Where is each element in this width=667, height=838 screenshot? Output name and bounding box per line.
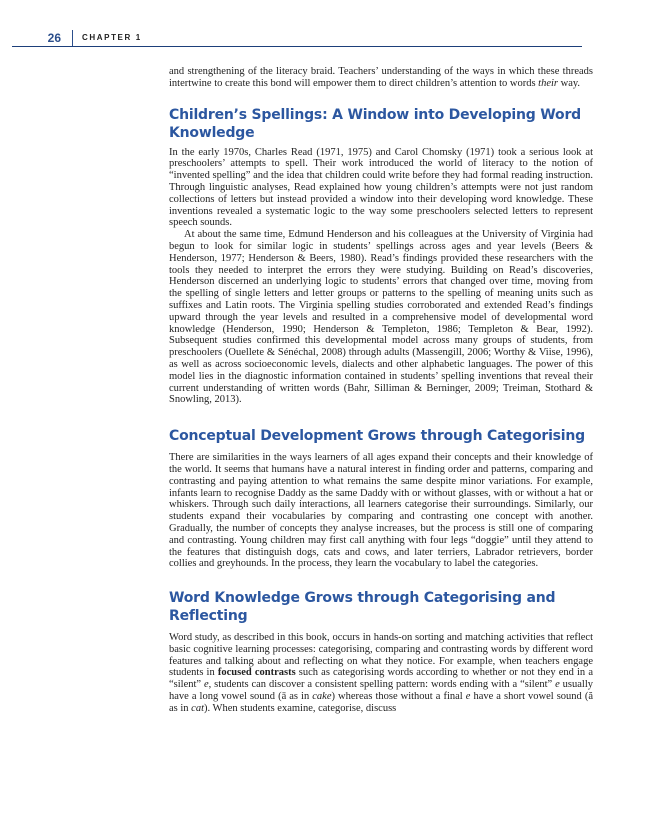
s3-text-f: have a short vowel sound (ă as in xyxy=(169,691,593,714)
intro-text: and strengthening of the literacy braid. Teachers’ understanding of the ways in which these threads intertwine to create this bond will empower them to direct children’s attention to words xyxy=(169,66,593,89)
intro-paragraph xyxy=(169,66,593,90)
s3-italic-cat: cat xyxy=(191,702,204,714)
s3-text-b: such as categorising words according to whether or not they end in a “silent” xyxy=(169,667,593,691)
s3-bold-term: focused contrasts xyxy=(217,667,296,679)
section-heading-word-knowledge: Word Knowledge Grows through Categorising and Reflecting xyxy=(169,590,556,625)
intro-end: way. xyxy=(558,77,581,89)
running-head xyxy=(0,30,667,46)
page-number: 26 xyxy=(47,31,61,45)
s3-text-g: ). When students examine, categorise, discuss xyxy=(204,702,397,714)
section-heading-childrens-spellings: Children’s Spellings: A Window into Developing Word Knowledge xyxy=(169,106,581,141)
header-divider xyxy=(72,30,73,46)
section-3-paragraph-1 xyxy=(169,632,593,715)
section-heading-conceptual-development: Conceptual Development Grows through Categorising xyxy=(169,428,585,445)
chapter-label: CHAPTER 1 xyxy=(82,33,142,42)
s3-text-c: , students can discover a consistent spelling pattern: words ending with a “silent” xyxy=(208,679,556,691)
s3-text-d: usually have a long vowel sound (ā as in xyxy=(169,679,593,703)
s3-text-e: ) whereas those without a final xyxy=(331,691,466,703)
s3-italic-cake: cake xyxy=(312,691,332,703)
s3-italic-e1: e xyxy=(203,679,209,691)
body-text xyxy=(169,66,593,715)
section-2-paragraph-1: There are similarities in the ways learners of all ages expand their concepts and their knowledge of the world. It seems that humans have a natural interest in finding order and patterns, comparing and contrasting and paying attention to what remains the same despite minor variations. For example, infants learn to recognise Daddy as the same Daddy with or without glasses, with or without a hat or whiskers. Through such daily interactions, all learners categorise their surroundings. Similarly, our students expand their vocabularies by comparing and contrasting one concept with another. Gradually, the number of concepts they analyse increases, but the process is still one of comparing and contrasting. Young children may first call anything with four legs “doggie” until they attend to the features that distinguish dogs, cats and cows, and later terriers, Labrador retrievers, border collies and greyhounds. In the process, they learn the vocabulary to label the categories. xyxy=(169,452,593,570)
header-rule xyxy=(12,46,582,47)
s3-italic-e3: e xyxy=(465,691,471,703)
section-1-paragraph-2: At about the same time, Edmund Henderson and his colleagues at the University of Virginia had begun to look for similar logic in students’ spellings across ages and year levels (Beers & Henderson, 1977; Henderson & Beers, 1980). Read’s findings provided these researchers with the tools they needed to interpret the errors they were studying. Building on Read’s discoveries, Henderson discerned an underlying logic to students’ errors that changed over time, moving from the spelling of single letters and letter groups or patterns to the spelling of meaning units such as suffixes and Latin roots. The Virginia spelling studies corroborated and extended Read’s findings upward through the year levels and resulted in a comprehensive model of developmental word knowledge (Henderson, 1990; Henderson & Templeton, 1986; Templeton & Bear, 1992). Subsequent studies confirmed this developmental model across many groups of students, from preschoolers (Ouellete & Sénéchal, 2008) through adults (Massengill, 2006; Worthy & Viise, 1996), as well as across socioeconomic levels, dialects and other alphabetic languages. The power of this model lies in the diagnostic information contained in students’ spelling inventions that reveal their current understanding of written words (Bahr, Silliman & Berninger, 2009; Treiman, Stothard & Snowling, 2013). xyxy=(169,229,593,406)
s3-text-a: Word study, as described in this book, occurs in hands-on sorting and matching activities that reflect basic cognitive learning processes: categorising, comparing and contrasting words by different word features and talking about and reflecting on what they notice. For example, when teachers engage students in xyxy=(169,632,593,679)
section-1-paragraph-1: In the early 1970s, Charles Read (1971, 1975) and Carol Chomsky (1971) took a serious look at preschoolers’ attempts to spell. Their work introduced the world of literacy to the notion of “invented spelling” and the idea that children could write before they had formal reading instruction. Through linguistic analyses, Read explained how young children’s attempts were not just random collections of letters but instead provided a window into their developing word knowledge. These inventions revealed a systematic logic to the way some preschoolers selected letters to represent speech sounds. xyxy=(169,146,593,229)
s3-italic-e2: e xyxy=(555,679,560,691)
intro-emphasis: their xyxy=(538,77,558,89)
